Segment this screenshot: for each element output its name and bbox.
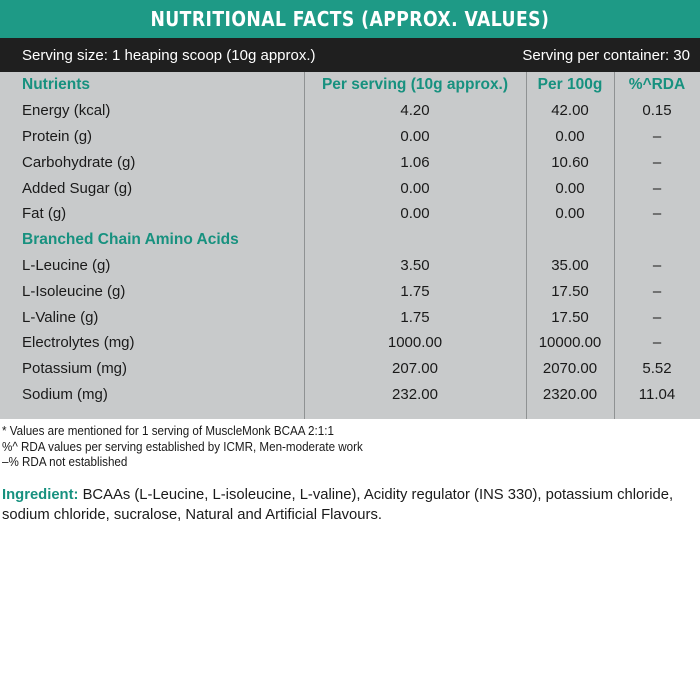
rda-value: – bbox=[652, 282, 662, 300]
rda-value: – bbox=[652, 205, 662, 223]
per-serving-value: 0.00 bbox=[400, 179, 430, 197]
table-row bbox=[0, 175, 700, 201]
main-nutrient-rows bbox=[0, 98, 700, 227]
nutrient-name: Potassium (mg) bbox=[22, 360, 128, 378]
per-serving-value: 1.75 bbox=[400, 308, 430, 326]
ingredients-text: BCAAs (L-Leucine, L-isoleucine, L-valine), Acidity regulator (INS 330), potassium chloride, sodium chloride, sucralose, Natural and Artificial Flavours. bbox=[2, 487, 674, 523]
per-100g-value: 0.00 bbox=[555, 205, 585, 223]
per-100g-value: 0.00 bbox=[555, 179, 585, 197]
nutrient-name: L-Isoleucine (g) bbox=[22, 282, 126, 300]
header-per-serving: Per serving (10g approx.) bbox=[321, 75, 509, 93]
ingredients-label: Ingredient: bbox=[2, 487, 79, 503]
ingredients-block bbox=[2, 486, 698, 525]
table-row bbox=[0, 201, 700, 227]
rda-value: – bbox=[652, 256, 662, 274]
per-100g-value: 10.60 bbox=[551, 153, 589, 171]
rda-value: – bbox=[652, 308, 662, 326]
header-per-100g: Per 100g bbox=[537, 75, 603, 93]
rda-value: – bbox=[652, 334, 662, 352]
footnote: %^ RDA values per serving established by ICMR, Men-moderate work bbox=[2, 439, 363, 454]
rda-value: 11.04 bbox=[638, 385, 676, 403]
per-100g-value: 17.50 bbox=[551, 308, 589, 326]
serving-bar bbox=[0, 38, 700, 72]
table-row bbox=[0, 304, 700, 330]
per-100g-value: 35.00 bbox=[551, 256, 589, 274]
nutrient-name: Fat (g) bbox=[22, 205, 67, 223]
section-row bbox=[0, 227, 700, 253]
nutrition-table bbox=[0, 72, 700, 407]
servings-per-container: Serving per container: 30 bbox=[522, 46, 690, 64]
nutrient-name: Carbohydrate (g) bbox=[22, 153, 136, 171]
table-row bbox=[0, 330, 700, 356]
rda-value: 5.52 bbox=[642, 360, 672, 378]
per-100g-value: 0.00 bbox=[555, 127, 585, 145]
table-row bbox=[0, 149, 700, 175]
per-serving-value: 232.00 bbox=[392, 385, 438, 403]
bcaa-nutrient-rows bbox=[0, 253, 700, 408]
per-serving-value: 0.00 bbox=[400, 205, 430, 223]
per-serving-value: 207.00 bbox=[392, 360, 438, 378]
title-banner bbox=[0, 0, 700, 38]
per-serving-value: 1000.00 bbox=[387, 334, 443, 352]
per-serving-value: 1.06 bbox=[400, 153, 430, 171]
table-row bbox=[0, 382, 700, 408]
table-row bbox=[0, 98, 700, 124]
nutrient-name: L-Leucine (g) bbox=[22, 256, 111, 274]
table-row bbox=[0, 278, 700, 304]
nutrient-name: Protein (g) bbox=[22, 127, 93, 145]
footnote: –% RDA not established bbox=[2, 455, 128, 469]
per-100g-value: 10000.00 bbox=[538, 334, 602, 352]
page-title: NUTRITIONAL FACTS (APPROX. VALUES) bbox=[150, 7, 550, 31]
section-label-bcaa: Branched Chain Amino Acids bbox=[22, 230, 239, 248]
nutrient-name: Electrolytes (mg) bbox=[22, 334, 135, 352]
per-100g-value: 42.00 bbox=[551, 102, 589, 120]
rda-value: – bbox=[652, 127, 662, 145]
nutrient-name: L-Valine (g) bbox=[22, 308, 99, 326]
table-header-row bbox=[0, 72, 700, 98]
per-serving-value: 0.00 bbox=[400, 127, 430, 145]
per-serving-value: 1.75 bbox=[400, 282, 430, 300]
per-100g-value: 2070.00 bbox=[542, 360, 598, 378]
serving-size: Serving size: 1 heaping scoop (10g approx.) bbox=[22, 46, 316, 64]
nutrient-name: Energy (kcal) bbox=[22, 102, 111, 120]
nutrition-table-panel bbox=[0, 72, 700, 419]
per-serving-value: 4.20 bbox=[400, 102, 430, 120]
nutrient-name: Sodium (mg) bbox=[22, 385, 108, 403]
rda-value: 0.15 bbox=[642, 102, 672, 120]
table-row bbox=[0, 356, 700, 382]
nutrient-name: Added Sugar (g) bbox=[22, 179, 133, 197]
table-row bbox=[0, 253, 700, 279]
footnotes bbox=[2, 424, 390, 471]
per-100g-value: 2320.00 bbox=[542, 385, 598, 403]
rda-value: – bbox=[652, 153, 662, 171]
footnote: * Values are mentioned for 1 serving of MuscleMonk BCAA 2:1:1 bbox=[2, 424, 334, 438]
per-serving-value: 3.50 bbox=[400, 256, 430, 274]
header-rda: %^RDA bbox=[628, 75, 686, 93]
header-nutrients: Nutrients bbox=[22, 75, 91, 93]
per-100g-value: 17.50 bbox=[551, 282, 589, 300]
table-row bbox=[0, 124, 700, 150]
rda-value: – bbox=[652, 179, 662, 197]
